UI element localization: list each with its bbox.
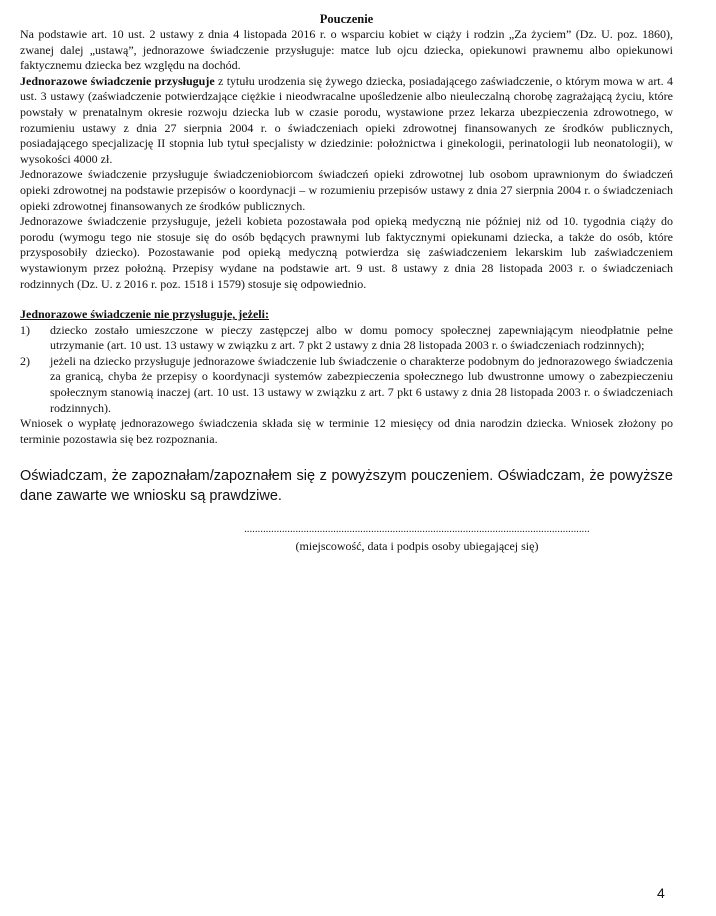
declaration-statement: Oświadczam, że zapoznałam/zapoznałem się z powyższym pouczeniem. Oświadczam, że powyższe dane zawarte we wniosku są prawdziwe. — [20, 468, 673, 505]
signature-caption: (miejscowość, data i podpis osoby ubiegającej się) — [295, 539, 539, 553]
exclusion-text: dziecko zostało umieszczone w pieczy zastępczej albo w domu pomocy społecznej zapewniającym nieodpłatnie pełne utrzymanie (art. 10 ust. 13 ustawy w związku z art. 7 pkt 2 ustawy z dnia 28 listopada 2003 r. o świadczeniach rodzinnych); — [50, 322, 673, 353]
exclusion-number: 1) — [20, 322, 30, 337]
exclusion-item — [20, 323, 673, 354]
entitlement-heading: Jednorazowe świadczenie przysługuje — [20, 73, 215, 88]
paragraph-beneficiaries: Jednorazowe świadczenie przysługuje świadczeniobiorcom świadczeń opieki zdrowotnej lub osobom uprawnionym do świadczeń opieki zdrowotnej na podstawie przepisów o koordynacji – w rozumieniu przepisów ustawy z dnia 27 sierpnia 2004 r. o świadczeniach opieki zdrowotnej finansowanych ze środków publicznych. — [20, 167, 673, 213]
entitlement-text: z tytułu urodzenia się żywego dziecka, posiadającego zaświadczenie, o którym mowa w art. 4 ust. 3 ustawy (zaświadczenie potwierdzające ciężkie i nieodwracalne upośledzenie albo nieuleczalną chorobę zagrażającą życiu, które powstały w prenatalnym okresie rozwoju dziecka lub w czasie porodu, wystawione przez lekarza ubezpieczenia zdrowotnego, w rozumieniu ustawy z dnia 27 sierpnia 2004 r. o świadczeniach opieki zdrowotnej finansowanych ze środków publicznych, posiadającego specjalizację II stopnia lub tytuł specjalisty w dziedzinie: położnictwa i ginekologii, perinatologii lub neonatologii), w wysokości 4000 zł. — [20, 73, 673, 166]
spacer — [20, 292, 673, 307]
exclusions-heading: Jednorazowe świadczenie nie przysługuje, jeżeli: — [20, 307, 269, 322]
instruction-section — [20, 12, 673, 506]
exclusion-item — [20, 354, 673, 416]
paragraph-medical-care: Jednorazowe świadczenie przysługuje, jeżeli kobieta pozostawała pod opieką medyczną nie później niż od 10. tygodnia ciąży do porodu (wymogu tego nie stosuje się do osób będących prawnymi lub faktycznymi opiekunami dziecka, a także do osób, które przysposobiły dziecko). Pozostawanie pod opieką medyczną potwierdza się zaświadczeniem lekarskim lub zaświadczeniem wystawionym przez położną. Przepisy wydane na podstawie art. 9 ust. 8 ustawy z dnia 28 listopada 2003 r. o świadczeniach rodzinnych (Dz. U. z 2016 r. poz. 1518 i 1579) stosuje się odpowiednio. — [20, 214, 673, 291]
exclusion-text: jeżeli na dziecko przysługuje jednorazowe świadczenie lub świadczenie o charakterze podobnym do jednorazowego świadczenia za granicą, chyba że przepisy o koordynacji systemów zabezpieczenia społecznego lub dwustronne umowy o zabezpieczeniu społecznym stanowią inaczej (art. 10 ust. 13 ustawy w związku z art. 7 pkt 6 ustawy z dnia 28 listopada 2003 r. o świadczeniach rodzinnych). — [50, 353, 673, 415]
paragraph-deadline: Wniosek o wypłatę jednorazowego świadczenia składa się w terminie 12 miesięcy od dnia narodzin dziecka. Wniosek złożony po terminie pozostawia się bez rozpoznania. — [20, 416, 673, 446]
signature-block — [232, 525, 602, 554]
page-title: Pouczenie — [319, 12, 374, 26]
signature-line: ................................................................................................................................ — [244, 525, 590, 535]
paragraph-entitlement — [20, 74, 673, 168]
exclusion-number: 2) — [20, 353, 30, 368]
page-number: 4 — [657, 885, 665, 901]
paragraph-eligibility: Na podstawie art. 10 ust. 2 ustawy z dnia 4 listopada 2016 r. o wsparciu kobiet w ciąży i rodzin „Za życiem” (Dz. U. poz. 1860), zwanej dalej „ustawą”, jednorazowe świadczenie przysługuje: matce lub ojcu dziecka, opiekunowi prawnemu albo opiekunowi faktycznemu dziecka bez względu na dochód. — [20, 27, 673, 73]
